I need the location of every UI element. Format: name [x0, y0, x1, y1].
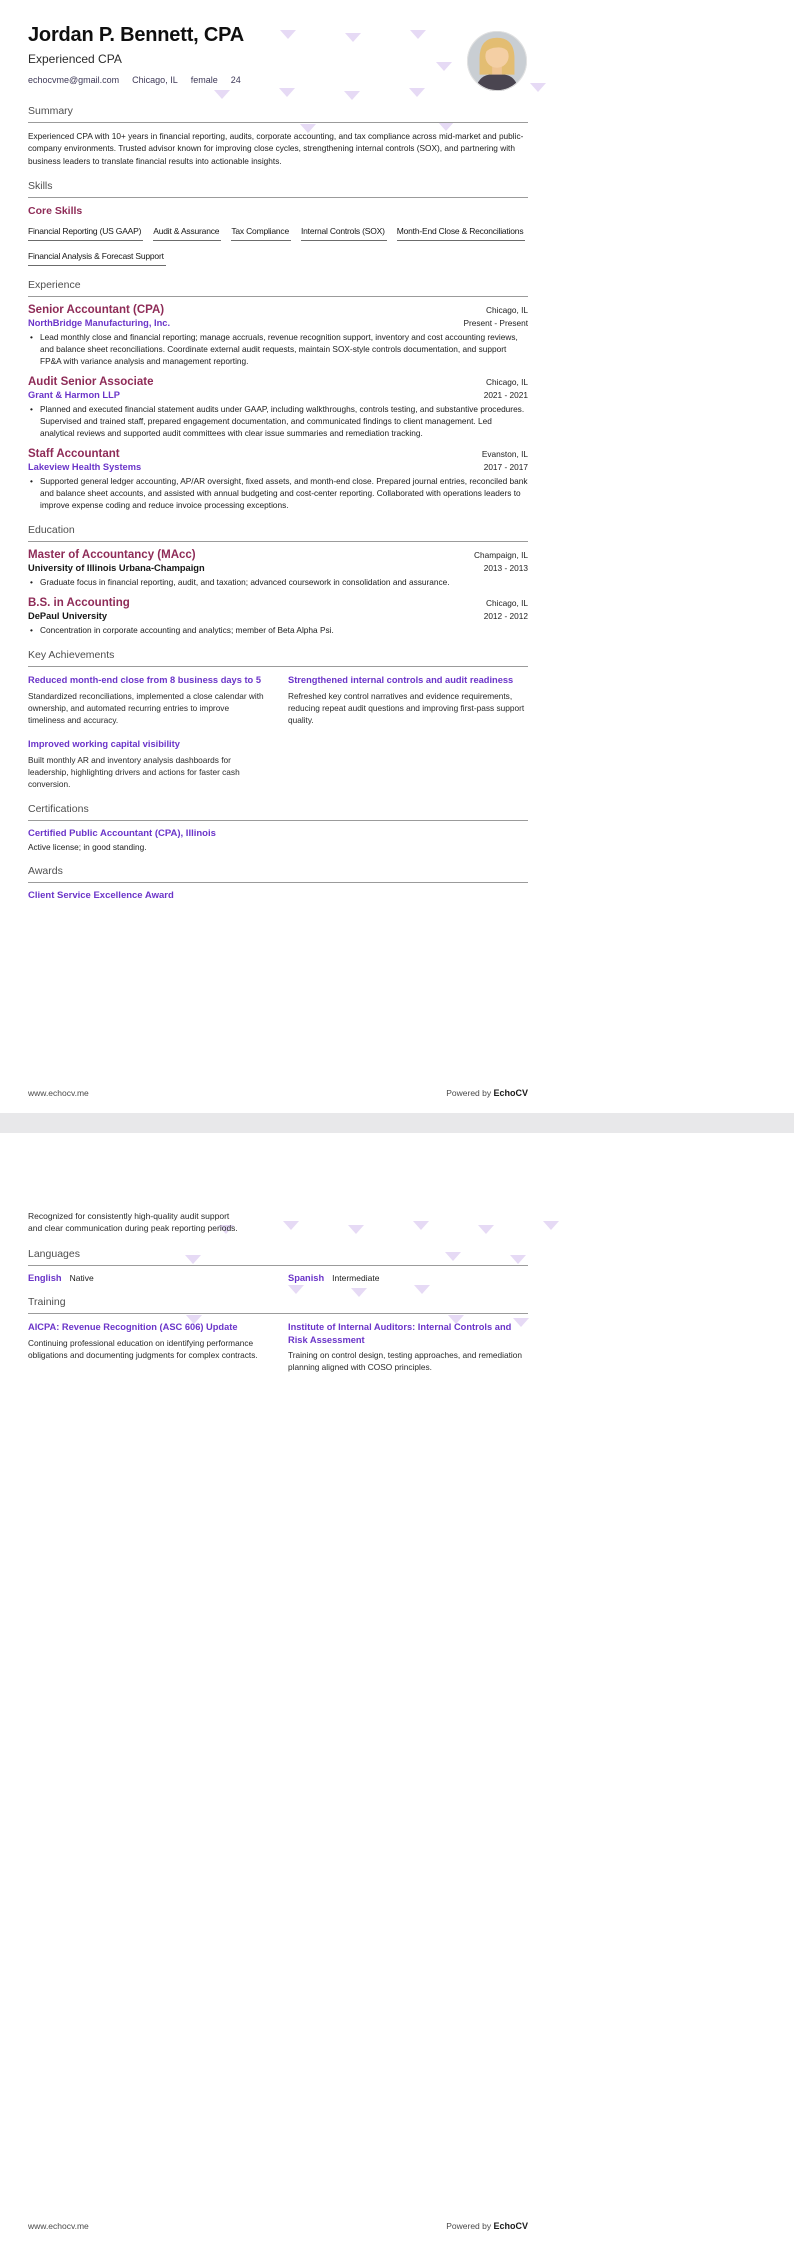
contact-gender: female	[190, 75, 218, 85]
language-level: Native	[69, 1273, 94, 1283]
experience-entry	[28, 448, 528, 511]
skill-item: Month-End Close & Reconciliations	[397, 226, 526, 241]
job-bullet: • Supported general ledger accounting, AP/AR oversight, fixed assets, and month-end close. Prepared journal entries, reconciled bank and balance sheet accounts, and assisted with annual budgeting and cost-center reporting. Collaborated with operations leaders to improve expense coding and reduce invoice processing exceptions.	[30, 475, 528, 511]
page-footer	[28, 2221, 528, 2231]
company-name: NorthBridge Manufacturing, Inc.	[28, 318, 171, 329]
watermark-triangle-icon	[530, 83, 546, 92]
achievement-text: Standardized reconciliations, implemented a close calendar with ownership, and automated recurring entries to improve timeliness and accuracy.	[28, 691, 264, 726]
job-location: Evanston, IL	[481, 449, 528, 460]
language-name: Spanish	[288, 1273, 325, 1283]
achievement-text: Refreshed key control narratives and evidence requirements, reducing repeat audit questions and improving first-pass support quality.	[288, 691, 525, 726]
experience-section	[28, 279, 528, 511]
education-heading: Education	[28, 524, 528, 542]
job-dates: Present - Present	[463, 318, 528, 329]
achievements-heading: Key Achievements	[28, 649, 528, 667]
school-dates: 2012 - 2012	[483, 611, 528, 622]
achievement-title: Reduced month-end close from 8 business days to 5	[28, 675, 261, 686]
powered-by-prefix: Powered by	[446, 2221, 494, 2231]
experience-entry	[28, 304, 528, 367]
degree-title: B.S. in Accounting	[28, 597, 130, 610]
experience-entry	[28, 376, 528, 439]
brand-name: EchoCV	[493, 2221, 528, 2231]
contact-row	[28, 75, 244, 85]
skill-item: Financial Reporting (US GAAP)	[28, 226, 143, 241]
skill-item: Financial Analysis & Forecast Support	[28, 251, 166, 266]
header-text-block	[28, 24, 244, 85]
training-title: AICPA: Revenue Recognition (ASC 606) Update	[28, 1322, 238, 1332]
education-entry	[28, 549, 528, 588]
powered-by-prefix: Powered by	[446, 1088, 494, 1098]
profile-photo	[466, 30, 528, 92]
languages-heading: Languages	[28, 1248, 528, 1266]
candidate-name: Jordan P. Bennett, CPA	[28, 24, 245, 46]
job-dates: 2017 - 2017	[483, 462, 528, 473]
site-link[interactable]: www.echocv.me	[28, 2221, 89, 2231]
company-name: Grant & Harmon LLP	[28, 390, 120, 401]
job-dates: 2021 - 2021	[483, 390, 528, 401]
achievement-title: Strengthened internal controls and audit readiness	[288, 675, 514, 686]
training-item	[288, 1321, 528, 1373]
skills-heading: Skills	[28, 180, 528, 198]
contact-location: Chicago, IL	[132, 75, 178, 85]
summary-text: Experienced CPA with 10+ years in financial reporting, audits, corporate accounting, and tax compliance across mid-market and public-company environments. Trusted advisor known for improving close cycles, strengthening internal controls (SOX), and partnering with business leaders to translate financial results into actionable insights.	[28, 131, 524, 166]
achievement-item	[28, 674, 268, 726]
training-text: Training on control design, testing approaches, and remediation planning aligned with COSO principles.	[288, 1350, 522, 1373]
brand-name: EchoCV	[493, 1088, 528, 1098]
job-bullet: • Planned and executed financial statement audits under GAAP, including walkthroughs, controls testing, and substantive procedures. Supervised and trained staff, prepared engagement documentation, and communicated findings to client management. Led analytical reviews and supported audit committees with clear issue summaries and remediation tracking.	[30, 403, 528, 439]
skill-item: Tax Compliance	[231, 226, 291, 241]
page-footer	[28, 1088, 528, 1098]
resume-page-2	[0, 1133, 794, 2246]
training-section	[28, 1296, 528, 1373]
school-location: Champaign, IL	[474, 550, 528, 561]
school-dates: 2013 - 2013	[483, 563, 528, 574]
awards-section	[28, 865, 528, 901]
job-title: Staff Accountant	[28, 448, 120, 461]
achievement-title: Improved working capital visibility	[28, 739, 180, 750]
achievement-text: Built monthly AR and inventory analysis dashboards for leadership, highlighting drivers and actions for faster cash conversion.	[28, 754, 240, 789]
skills-section	[28, 180, 528, 266]
language-item	[288, 1273, 528, 1283]
skills-list	[28, 226, 528, 266]
certifications-section	[28, 803, 528, 852]
education-entry	[28, 597, 528, 636]
achievements-section	[28, 649, 528, 789]
school-location: Chicago, IL	[486, 598, 528, 609]
powered-by	[446, 2221, 528, 2231]
job-bullet: • Lead monthly close and financial reporting; manage accruals, revenue recognition support, inventory and cost accounting reviews, and balance sheet reconciliations. Coordinate external audit requests, maintain SOX-style controls documentation, and support FP&A with variance analysis and management reporting.	[30, 331, 528, 367]
contact-age: 24	[230, 75, 241, 85]
training-heading: Training	[28, 1296, 528, 1314]
job-location: Chicago, IL	[486, 305, 528, 316]
language-name: English	[28, 1273, 62, 1283]
awards-heading: Awards	[28, 865, 528, 883]
watermark-triangle-icon	[543, 1221, 559, 1230]
resume-header	[28, 24, 528, 92]
award-description: Recognized for consistently high-quality audit support and clear communication during peak reporting periods.	[28, 1210, 238, 1234]
certification-status: Active license; in good standing.	[28, 841, 147, 852]
education-bullet: • Concentration in corporate accounting and analytics; member of Beta Alpha Psi.	[30, 624, 528, 636]
award-title: Client Service Excellence Award	[28, 889, 174, 901]
training-title: Institute of Internal Auditors: Internal Controls and Risk Assessment	[288, 1322, 512, 1345]
candidate-title: Experienced CPA	[28, 52, 122, 66]
training-text: Continuing professional education on identifying performance obligations and documenting judgments for complex contracts.	[28, 1337, 258, 1360]
job-location: Chicago, IL	[486, 377, 528, 388]
resume-page-1	[0, 0, 794, 1113]
school-name: University of Illinois Urbana-Champaign	[28, 563, 205, 574]
experience-heading: Experience	[28, 279, 528, 297]
language-item	[28, 1273, 268, 1283]
degree-title: Master of Accountancy (MAcc)	[28, 549, 196, 562]
job-title: Senior Accountant (CPA)	[28, 304, 165, 317]
education-section	[28, 524, 528, 636]
summary-section	[28, 105, 528, 167]
achievement-item	[28, 738, 268, 790]
school-name: DePaul University	[28, 611, 108, 622]
training-item	[28, 1321, 268, 1373]
summary-heading: Summary	[28, 105, 528, 123]
languages-section	[28, 1248, 528, 1283]
site-link[interactable]: www.echocv.me	[28, 1088, 89, 1098]
skill-item: Audit & Assurance	[153, 226, 221, 241]
achievement-item	[288, 674, 528, 726]
language-level: Intermediate	[332, 1273, 380, 1283]
email-link[interactable]: echocvme@gmail.com	[28, 75, 120, 85]
certification-name: Certified Public Accountant (CPA), Illinois	[28, 827, 216, 839]
company-name: Lakeview Health Systems	[28, 462, 142, 473]
skill-item: Internal Controls (SOX)	[301, 226, 387, 241]
job-title: Audit Senior Associate	[28, 376, 154, 389]
powered-by	[446, 1088, 528, 1098]
certifications-heading: Certifications	[28, 803, 528, 821]
education-bullet: • Graduate focus in financial reporting, audit, and taxation; advanced coursework in consolidation and assurance.	[30, 576, 528, 588]
skills-group-title: Core Skills	[28, 205, 83, 218]
